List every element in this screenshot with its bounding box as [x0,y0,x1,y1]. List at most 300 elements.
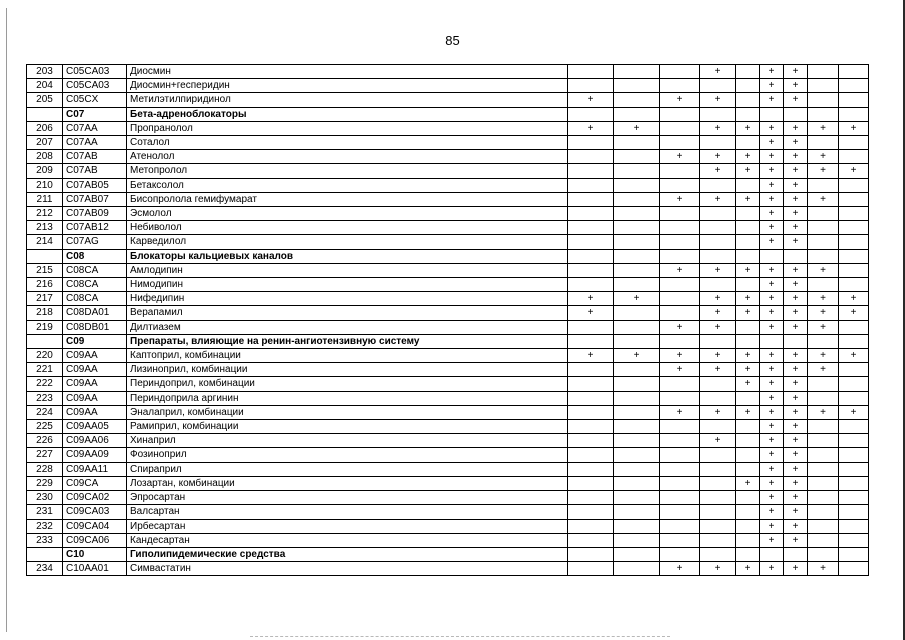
drug-name: Карведилол [127,235,568,249]
mark-cell [614,391,660,405]
drug-name: Кандесартан [127,533,568,547]
row-number: 232 [27,519,63,533]
mark-cell [660,178,700,192]
table-row [27,136,869,150]
mark-cell [808,207,839,221]
mark-cell [839,249,869,263]
mark-cell: + [760,136,784,150]
mark-cell [660,235,700,249]
table-group-row [27,107,869,121]
mark-cell: + [700,292,736,306]
mark-cell: + [760,292,784,306]
mark-cell [660,377,700,391]
mark-cell [660,65,700,79]
atc-code: C08CA [63,263,127,277]
mark-cell [660,420,700,434]
mark-cell [660,306,700,320]
mark-cell [568,491,614,505]
mark-cell [808,491,839,505]
mark-cell: + [808,150,839,164]
mark-cell: + [839,292,869,306]
mark-cell [660,448,700,462]
mark-cell [568,107,614,121]
mark-cell: + [568,93,614,107]
mark-cell [736,491,760,505]
mark-cell [568,519,614,533]
mark-cell [660,278,700,292]
atc-code: C07AB09 [63,207,127,221]
row-number: 215 [27,263,63,277]
mark-cell [568,249,614,263]
mark-cell: + [660,349,700,363]
atc-code: C09 [63,334,127,348]
drug-name: Периндоприла аргинин [127,391,568,405]
atc-code: C07AB07 [63,192,127,206]
row-number: 218 [27,306,63,320]
mark-cell: + [614,292,660,306]
row-number: 229 [27,476,63,490]
mark-cell: + [700,349,736,363]
mark-cell: + [614,349,660,363]
mark-cell [660,533,700,547]
mark-cell [660,434,700,448]
atc-code: C07AB [63,150,127,164]
atc-code: C05CA03 [63,79,127,93]
mark-cell: + [736,363,760,377]
atc-code: C07AB12 [63,221,127,235]
mark-cell [808,278,839,292]
mark-cell [614,434,660,448]
atc-code: C09AA11 [63,462,127,476]
mark-cell: + [784,65,808,79]
mark-cell: + [784,363,808,377]
mark-cell [760,107,784,121]
mark-cell: + [784,533,808,547]
mark-cell [736,207,760,221]
mark-cell [660,121,700,135]
mark-cell [568,235,614,249]
mark-cell [808,235,839,249]
mark-cell [700,533,736,547]
drug-name: Соталол [127,136,568,150]
mark-cell [839,434,869,448]
mark-cell [568,207,614,221]
mark-cell [808,334,839,348]
mark-cell [568,192,614,206]
mark-cell: + [784,178,808,192]
mark-cell: + [736,164,760,178]
mark-cell [614,505,660,519]
mark-cell: + [808,121,839,135]
mark-cell [614,547,660,561]
mark-cell: + [808,562,839,576]
mark-cell [614,235,660,249]
table-row [27,405,869,419]
mark-cell [614,207,660,221]
drug-name: Верапамил [127,306,568,320]
row-number: 205 [27,93,63,107]
mark-cell: + [784,278,808,292]
drug-name: Диосмин+гесперидин [127,79,568,93]
mark-cell [568,278,614,292]
drug-name: Ирбесартан [127,519,568,533]
mark-cell [839,519,869,533]
drug-name: Нимодипин [127,278,568,292]
table-row [27,164,869,178]
drug-name: Периндоприл, комбинации [127,377,568,391]
table-row [27,363,869,377]
mark-cell: + [760,476,784,490]
drug-name: Бисопролола гемифумарат [127,192,568,206]
mark-cell [568,420,614,434]
mark-cell: + [568,306,614,320]
row-number [27,547,63,561]
drug-name: Метилэтилпиридинол [127,93,568,107]
mark-cell: + [760,121,784,135]
mark-cell [614,476,660,490]
mark-cell: + [736,292,760,306]
mark-cell: + [700,434,736,448]
mark-cell: + [784,164,808,178]
mark-cell [614,249,660,263]
mark-cell: + [700,65,736,79]
table-group-row [27,547,869,561]
mark-cell [568,320,614,334]
mark-cell: + [784,136,808,150]
mark-cell [808,462,839,476]
table-row [27,462,869,476]
row-number: 203 [27,65,63,79]
drug-name: Рамиприл, комбинации [127,420,568,434]
mark-cell [614,79,660,93]
mark-cell: + [784,207,808,221]
mark-cell [700,391,736,405]
row-number: 228 [27,462,63,476]
mark-cell [839,278,869,292]
row-number: 217 [27,292,63,306]
table-row [27,79,869,93]
mark-cell: + [760,420,784,434]
mark-cell [568,263,614,277]
mark-cell [660,207,700,221]
mark-cell: + [700,306,736,320]
drug-name: Небиволол [127,221,568,235]
mark-cell [614,192,660,206]
mark-cell: + [784,434,808,448]
mark-cell: + [784,349,808,363]
mark-cell: + [784,121,808,135]
row-number: 234 [27,562,63,576]
mark-cell [760,334,784,348]
mark-cell [568,391,614,405]
atc-code: C09AA [63,391,127,405]
mark-cell [568,547,614,561]
drug-name: Лозартан, комбинации [127,476,568,490]
table-row [27,533,869,547]
mark-cell: + [760,65,784,79]
mark-cell [784,249,808,263]
mark-cell: + [736,121,760,135]
mark-cell: + [760,192,784,206]
mark-cell [568,334,614,348]
mark-cell: + [839,164,869,178]
mark-cell: + [760,207,784,221]
mark-cell [839,448,869,462]
drug-name: Каптоприл, комбинации [127,349,568,363]
mark-cell: + [760,150,784,164]
table-row [27,278,869,292]
mark-cell: + [808,292,839,306]
mark-cell [614,178,660,192]
mark-cell [784,107,808,121]
mark-cell [839,505,869,519]
mark-cell [660,519,700,533]
mark-cell: + [808,192,839,206]
mark-cell: + [700,121,736,135]
mark-cell [568,377,614,391]
row-number: 226 [27,434,63,448]
mark-cell: + [808,363,839,377]
mark-cell [784,547,808,561]
drug-name: Эсмолол [127,207,568,221]
table-row [27,150,869,164]
mark-cell: + [568,121,614,135]
mark-cell [808,178,839,192]
mark-cell [700,334,736,348]
mark-cell [808,136,839,150]
mark-cell: + [700,363,736,377]
table-row [27,391,869,405]
mark-cell [839,263,869,277]
mark-cell [700,107,736,121]
atc-code: C09AA09 [63,448,127,462]
mark-cell [700,491,736,505]
mark-cell [736,420,760,434]
mark-cell: + [760,562,784,576]
mark-cell [736,462,760,476]
mark-cell [614,462,660,476]
mark-cell [700,178,736,192]
mark-cell: + [660,363,700,377]
mark-cell [700,278,736,292]
mark-cell [614,519,660,533]
mark-cell [736,79,760,93]
atc-code: C08CA [63,292,127,306]
mark-cell [808,221,839,235]
mark-cell [839,207,869,221]
mark-cell [736,505,760,519]
drug-name: Нифедипин [127,292,568,306]
mark-cell: + [760,221,784,235]
table-row [27,221,869,235]
mark-cell [736,519,760,533]
mark-cell: + [760,448,784,462]
mark-cell [700,420,736,434]
drug-name: Пропранолол [127,121,568,135]
row-number: 206 [27,121,63,135]
mark-cell: + [700,164,736,178]
mark-cell: + [808,263,839,277]
mark-cell [839,192,869,206]
mark-cell [839,533,869,547]
drug-name: Препараты, влияющие на ренин-ангиотензивную систему [127,334,568,348]
row-number [27,249,63,263]
table-body [27,65,869,576]
mark-cell [568,164,614,178]
table-row [27,207,869,221]
table-row [27,434,869,448]
row-number: 227 [27,448,63,462]
mark-cell [839,391,869,405]
drug-name: Хинаприл [127,434,568,448]
row-number: 216 [27,278,63,292]
mark-cell [614,320,660,334]
mark-cell [660,249,700,263]
mark-cell [614,334,660,348]
mark-cell [568,221,614,235]
mark-cell [614,263,660,277]
mark-cell: + [660,562,700,576]
mark-cell [614,420,660,434]
atc-code: C10 [63,547,127,561]
row-number: 204 [27,79,63,93]
mark-cell [736,533,760,547]
mark-cell [839,235,869,249]
mark-cell: + [784,79,808,93]
mark-cell [736,320,760,334]
mark-cell [700,519,736,533]
atc-code: C07AB05 [63,178,127,192]
mark-cell [760,547,784,561]
mark-cell [736,178,760,192]
mark-cell: + [784,448,808,462]
mark-cell [660,462,700,476]
mark-cell: + [736,306,760,320]
mark-cell: + [700,405,736,419]
mark-cell: + [700,263,736,277]
drug-name: Гиполипидемические средства [127,547,568,561]
mark-cell: + [808,306,839,320]
mark-cell [660,547,700,561]
table-row [27,505,869,519]
mark-cell: + [784,391,808,405]
mark-cell [568,462,614,476]
mark-cell [808,391,839,405]
mark-cell [839,363,869,377]
mark-cell: + [784,562,808,576]
mark-cell: + [760,263,784,277]
mark-cell: + [660,405,700,419]
mark-cell [614,278,660,292]
mark-cell [700,235,736,249]
row-number: 208 [27,150,63,164]
table-row [27,263,869,277]
page-border-bottom [250,636,670,638]
atc-code: C07AA [63,121,127,135]
medication-table [26,64,869,576]
table-row [27,121,869,135]
mark-cell: + [784,519,808,533]
mark-cell [839,150,869,164]
mark-cell [808,533,839,547]
mark-cell: + [839,121,869,135]
atc-code: C05CA03 [63,65,127,79]
mark-cell [660,79,700,93]
atc-code: C08 [63,249,127,263]
atc-code: C09CA [63,476,127,490]
table-row [27,377,869,391]
mark-cell [839,334,869,348]
table-group-row [27,334,869,348]
mark-cell [839,320,869,334]
mark-cell [839,136,869,150]
mark-cell [808,249,839,263]
mark-cell [700,221,736,235]
mark-cell: + [700,192,736,206]
mark-cell [614,491,660,505]
mark-cell [700,462,736,476]
drug-name: Бета-адреноблокаторы [127,107,568,121]
table-group-row [27,249,869,263]
mark-cell [660,221,700,235]
mark-cell [839,476,869,490]
mark-cell: + [736,405,760,419]
atc-code: C09AA05 [63,420,127,434]
atc-code: C08DA01 [63,306,127,320]
mark-cell [660,334,700,348]
mark-cell [568,476,614,490]
mark-cell [614,136,660,150]
table-row [27,306,869,320]
table-row [27,320,869,334]
row-number [27,334,63,348]
mark-cell [808,107,839,121]
drug-name: Эпросартан [127,491,568,505]
mark-cell: + [760,462,784,476]
mark-cell [736,448,760,462]
atc-code: C09CA06 [63,533,127,547]
mark-cell: + [660,192,700,206]
mark-cell [700,136,736,150]
mark-cell [614,164,660,178]
mark-cell [784,334,808,348]
mark-cell [736,391,760,405]
mark-cell [808,377,839,391]
mark-cell [660,491,700,505]
table-row [27,349,869,363]
mark-cell [700,448,736,462]
mark-cell [808,505,839,519]
mark-cell: + [760,391,784,405]
drug-name: Бетаксолол [127,178,568,192]
mark-cell [839,491,869,505]
mark-cell [660,107,700,121]
row-number: 214 [27,235,63,249]
mark-cell: + [700,150,736,164]
mark-cell: + [784,192,808,206]
row-number: 233 [27,533,63,547]
mark-cell: + [808,349,839,363]
row-number: 220 [27,349,63,363]
mark-cell [839,107,869,121]
mark-cell: + [760,363,784,377]
mark-cell [568,533,614,547]
mark-cell [839,221,869,235]
mark-cell [808,519,839,533]
mark-cell: + [760,79,784,93]
mark-cell: + [614,121,660,135]
mark-cell: + [839,349,869,363]
